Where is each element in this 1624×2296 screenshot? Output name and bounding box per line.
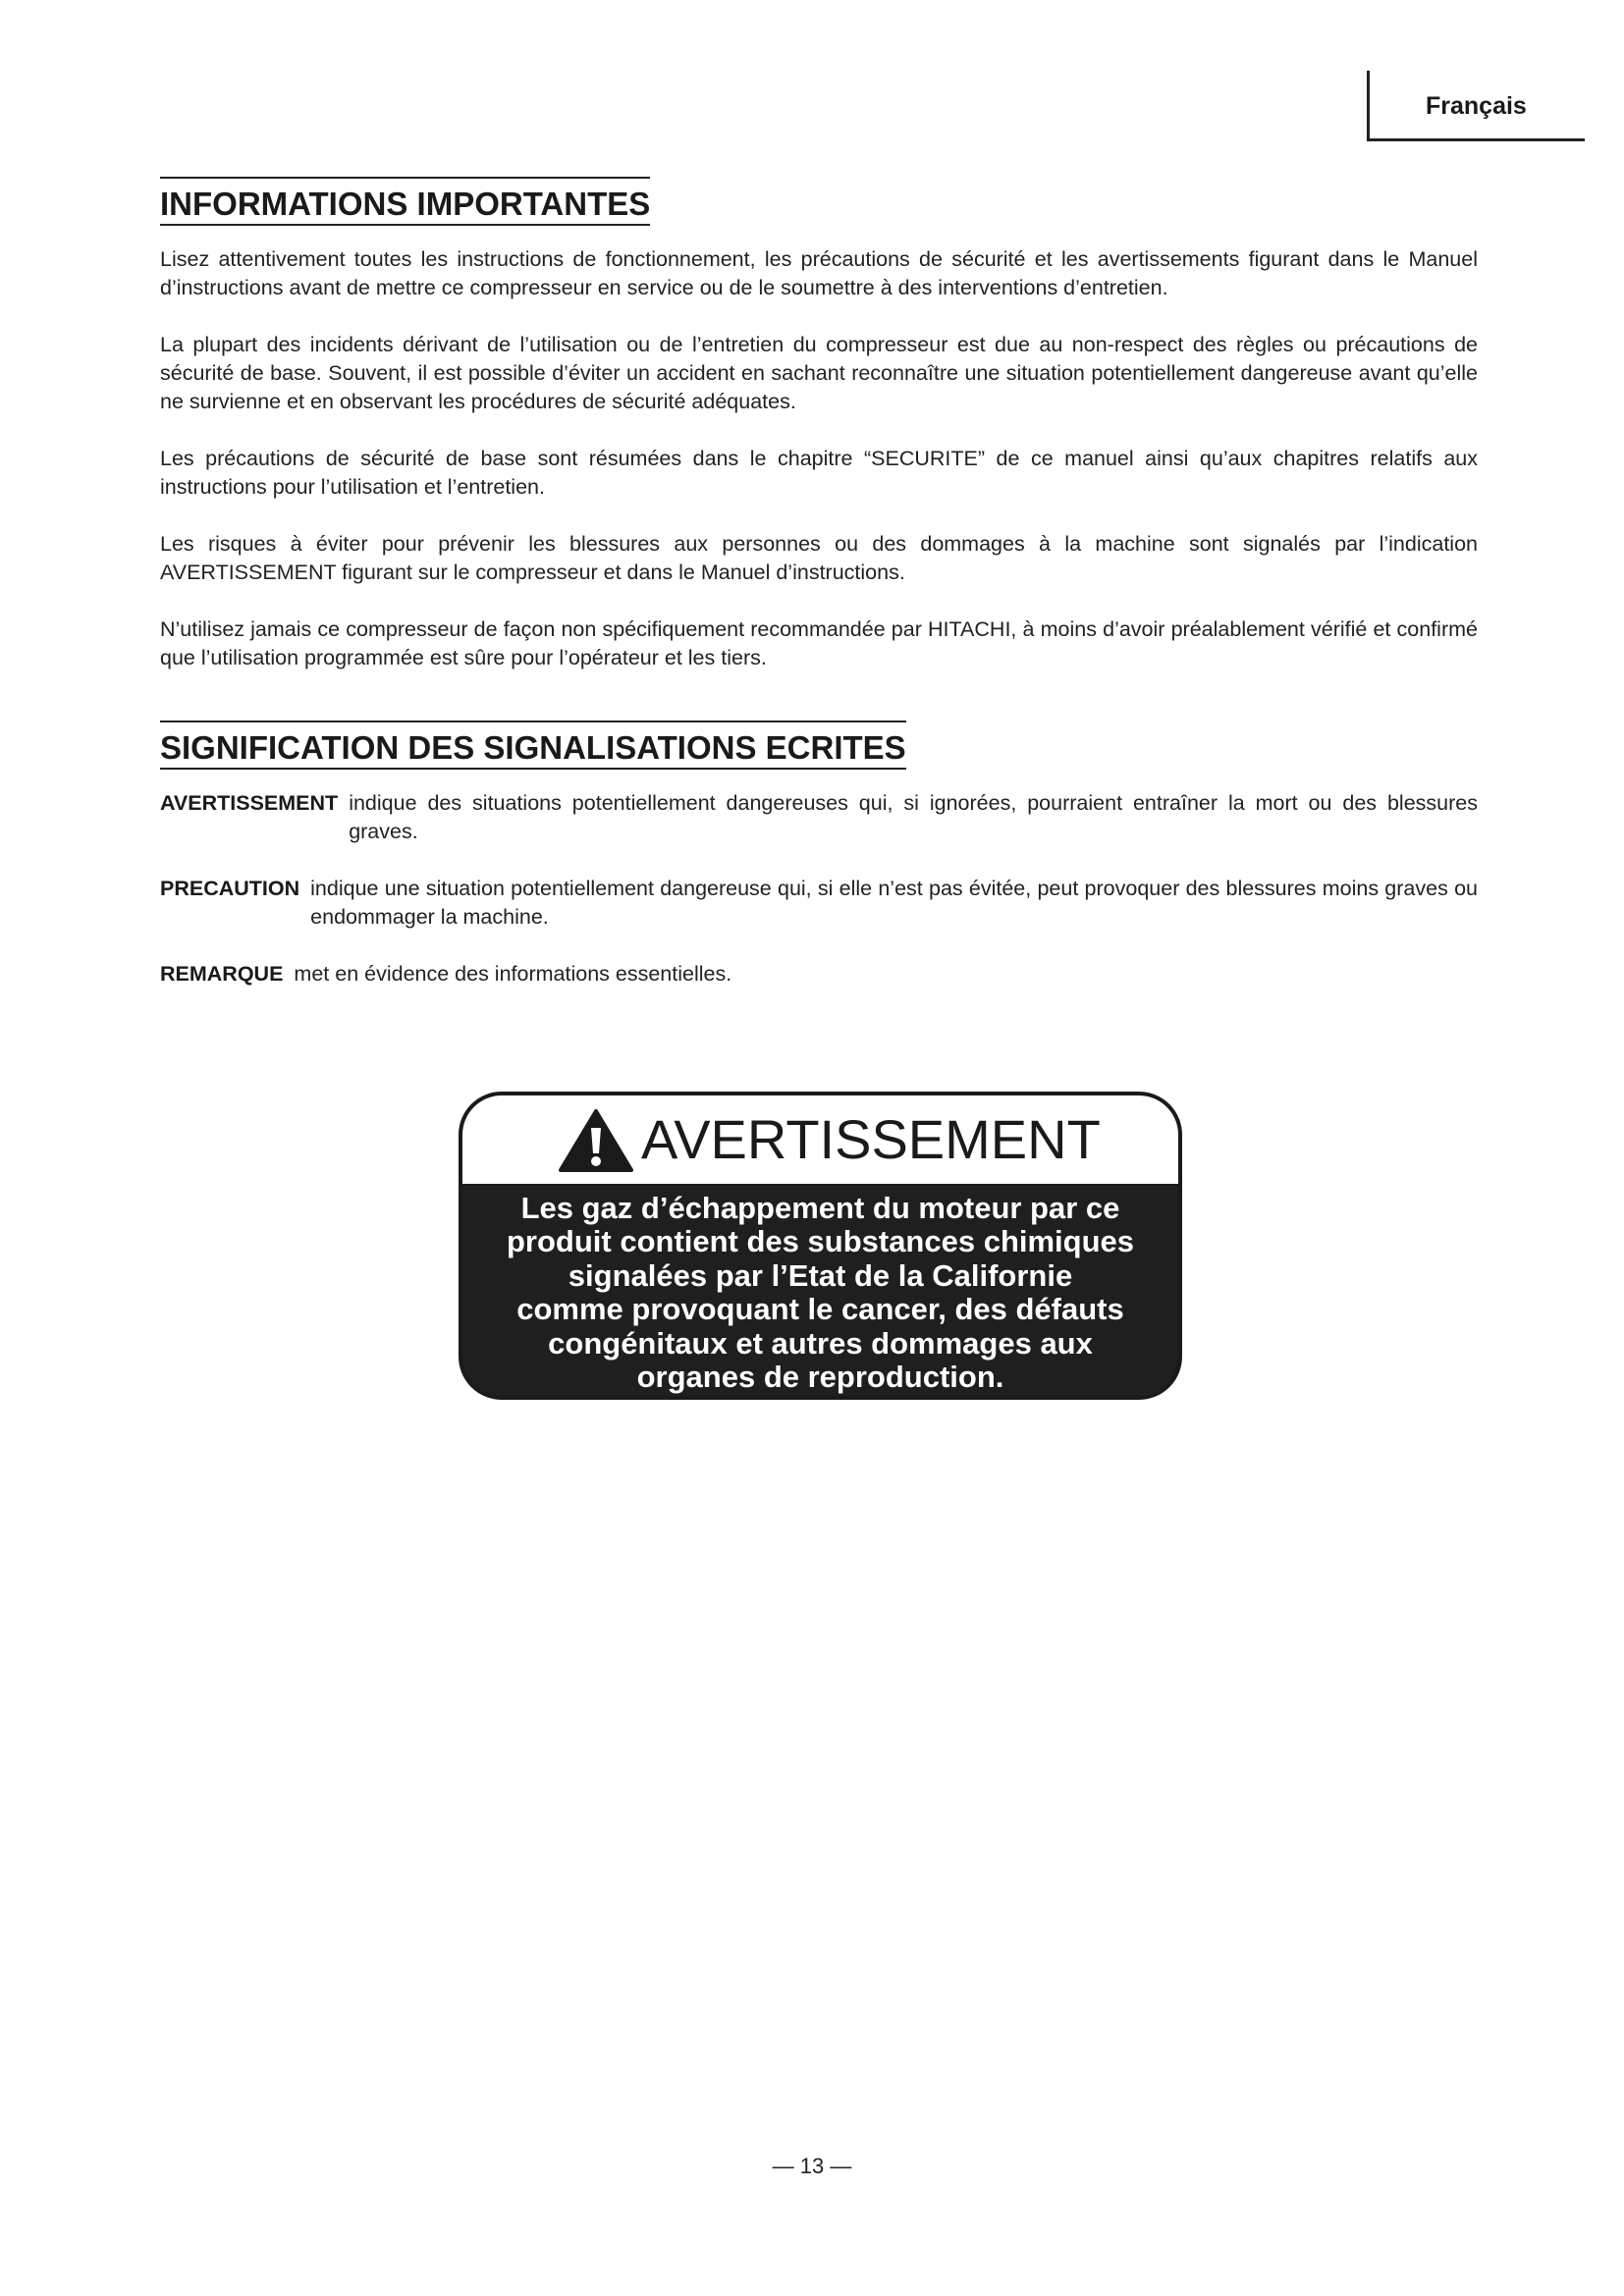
warning-line: produit contient des substances chimiques — [506, 1224, 1135, 1258]
paragraph: Lisez attentivement toutes les instructions de fonctionnement, les précautions de sécurité et les avertissements figurant dans le Manuel d’instructions avant de mettre ce compresseur en service ou de le soumettre à des interventions d’entretien. — [160, 247, 1478, 299]
section-title-important-info: INFORMATIONS IMPORTANTES — [160, 177, 650, 226]
paragraph: Les précautions de sécurité de base sont résumées dans le chapitre “SECURITE” de ce manuel ainsi qu’aux chapitres relatifs aux instructions pour l’utilisation et l’entretien. — [160, 447, 1478, 499]
warning-label-header — [462, 1095, 1178, 1186]
term-definition: met en évidence des informations essentielles. — [294, 962, 732, 986]
paragraph: N’utilisez jamais ce compresseur de façon non spécifiquement recommandée par HITACHI, à moins d’avoir préalablement vérifié et confirmé que l’utilisation programmée est sûre pour l’opérateur et les tiers. — [160, 617, 1478, 669]
warning-line: comme provoquant le cancer, des défauts — [516, 1292, 1124, 1326]
term-definition: indique une situation potentiellement dangereuse qui, si elle n’est pas évitée, peut provoquer des blessures moins graves ou endommager la machine. — [310, 877, 1478, 929]
term-definition: indique des situations potentiellement dangereuses qui, si ignorées, pourraient entraîner la mort ou des blessures graves. — [349, 791, 1478, 843]
paragraph: La plupart des incidents dérivant de l’utilisation ou de l’entretien du compresseur est due au non-respect des règles ou précautions de sécurité de base. Souvent, il est possible d’éviter un accident en sachant reconnaître une situation potentiellement dangereuse avant qu’elle ne survienne et en observant les procédures de sécurité adéquates. — [160, 333, 1478, 413]
language-label: Français — [1426, 92, 1527, 120]
term-label: AVERTISSEMENT — [160, 791, 339, 815]
warning-line: Les gaz d’échappement du moteur par ce — [520, 1190, 1120, 1225]
page-number: — 13 — — [772, 2154, 852, 2178]
warning-label-text — [477, 1192, 1164, 1395]
language-tab — [1367, 71, 1585, 141]
warning-label-body — [462, 1186, 1178, 1400]
definition-row-remarque — [160, 960, 1478, 988]
warning-line: signalées par l’Etat de la Californie — [568, 1257, 1073, 1293]
section-title-signal-words: SIGNIFICATION DES SIGNALISATIONS ECRITES — [160, 721, 906, 770]
definition-row-avertissement — [160, 789, 1478, 846]
paragraph: Les risques à éviter pour prévenir les blessures aux personnes ou des dommages à la machine sont signalés par l’indication AVERTISSEMENT figurant sur le compresseur et dans le Manuel d’instructions. — [160, 532, 1478, 584]
warning-label-title: AVERTISSEMENT — [641, 1108, 1101, 1170]
warning-triangle-icon — [559, 1108, 633, 1173]
term-label: REMARQUE — [160, 962, 284, 986]
definition-row-precaution — [160, 875, 1478, 932]
warning-line: congénitaux et autres dommages aux — [548, 1325, 1093, 1361]
warning-line: organes de reproduction. — [636, 1360, 1004, 1394]
term-label: PRECAUTION — [160, 877, 300, 900]
california-warning-label — [459, 1092, 1182, 1400]
